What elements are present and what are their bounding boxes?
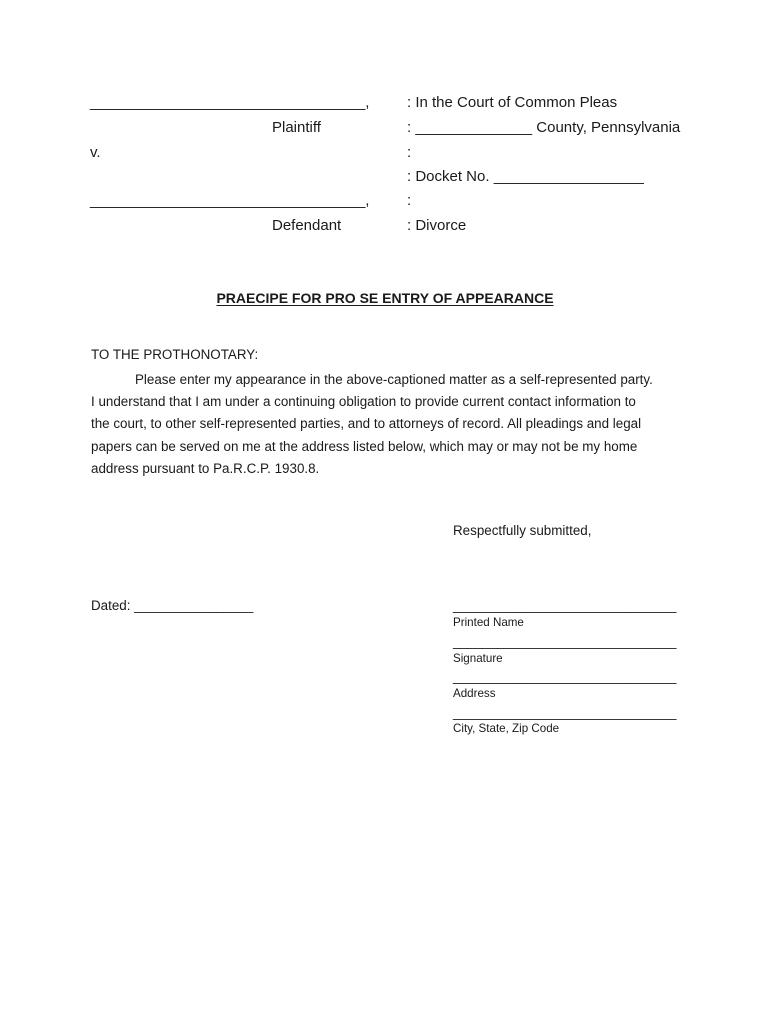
plaintiff-name-line[interactable]: _________________________________, [90,94,370,111]
paragraph-sentence: Please enter my appearance in the above-captioned matter as a self-represented party. [135,372,653,387]
printed-name-label: Printed Name [453,616,524,629]
paragraph-sentence: the court, to other self-represented parties, and to attorneys of record. All pleadings and legal [91,416,642,432]
salutation: TO THE PROTHONOTARY: [91,347,259,362]
plaintiff-label: Plaintiff [272,119,321,136]
caption-separator: : [407,144,412,161]
county-line[interactable]: : ______________ County, Pennsylvania [407,119,681,136]
court-name: : In the Court of Common Pleas [407,94,618,111]
document-title: PRAECIPE FOR PRO SE ENTRY OF APPEARANCE [216,290,554,306]
paragraph-sentence: I understand that I am under a continuing obligation to provide current contact information to [91,394,636,410]
signature-line[interactable]: ______________________________ [453,634,677,649]
paragraph-sentence: papers can be served on me at the address listed below, which may or may not be my home [91,438,638,454]
address-label: Address [453,687,496,700]
caption-separator: : [407,192,412,209]
closing-text: Respectfully submitted, [453,523,592,538]
paragraph-sentence: address pursuant to Pa.R.C.P. 1930.8. [91,460,320,476]
body-paragraph [91,369,683,480]
versus-label: v. [90,144,101,161]
dated-line[interactable]: Dated: ________________ [91,598,254,613]
defendant-name-line[interactable]: _________________________________, [90,192,370,209]
case-type: : Divorce [407,217,467,234]
docket-number-line[interactable]: : Docket No. __________________ [407,168,644,185]
signature-label: Signature [453,652,503,665]
address-line[interactable]: ______________________________ [453,669,677,684]
defendant-label: Defendant [272,217,342,234]
printed-name-line[interactable]: ______________________________ [453,598,677,613]
city-state-zip-label: City, State, Zip Code [453,722,560,735]
city-state-zip-line[interactable]: ______________________________ [453,705,677,720]
